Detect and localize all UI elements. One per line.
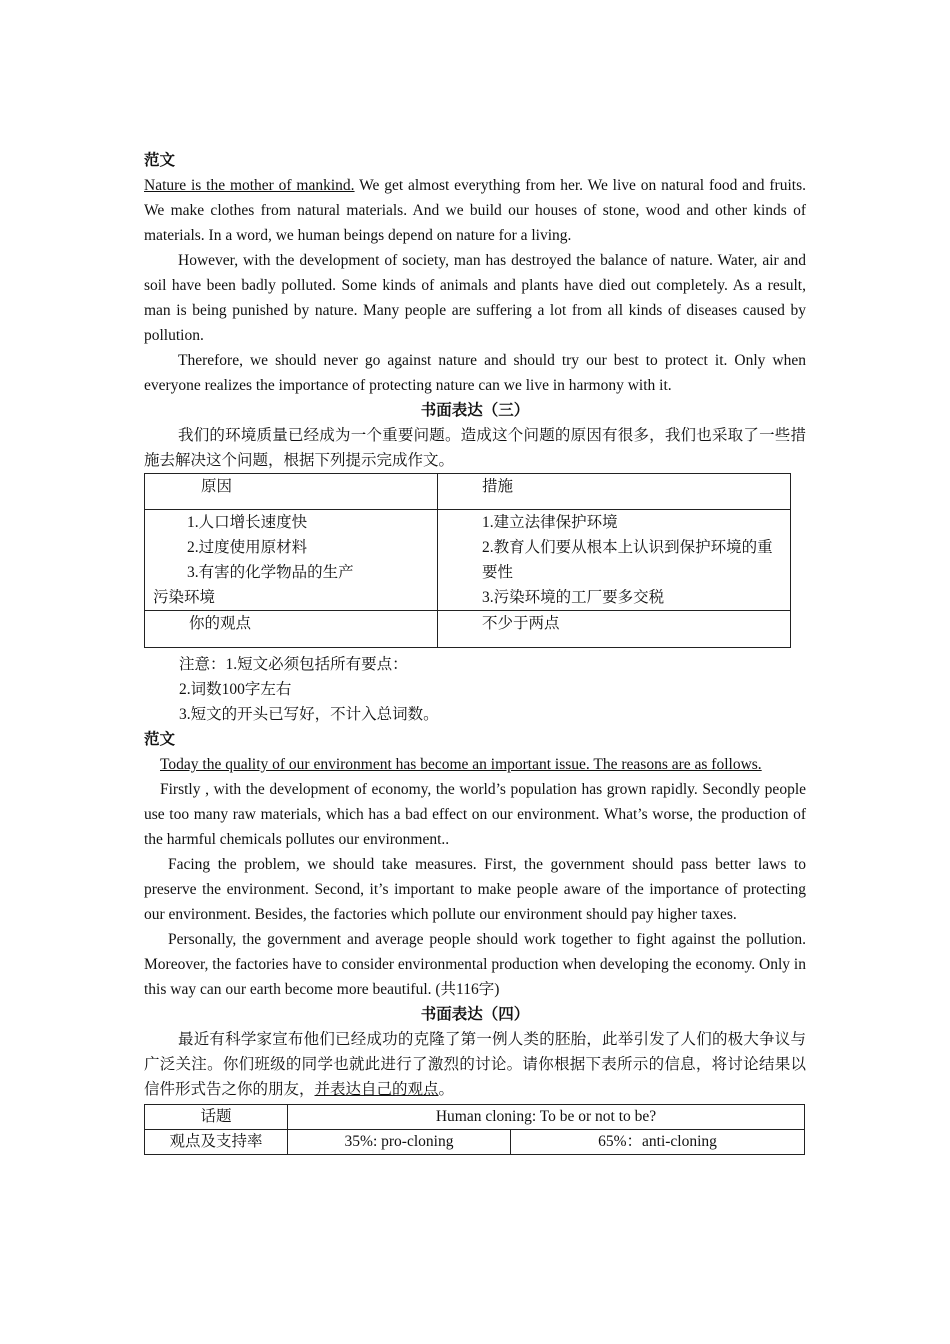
opinion-requirement-cell: 不少于两点 bbox=[438, 611, 791, 648]
task4-table bbox=[144, 1104, 805, 1155]
sample2-label: 范文 bbox=[144, 731, 176, 748]
task3-prompt: 我们的环境质量已经成为一个重要问题。造成这个问题的原因有很多，我们也采取了一些措施去解决这个问题，根据下列提示完成作文。 bbox=[144, 427, 806, 469]
topic-cell: Human cloning: To be or not to be? bbox=[288, 1105, 805, 1130]
sample2-paragraph-4 bbox=[144, 927, 806, 1002]
reason-3-continued: 污染环境 bbox=[153, 589, 216, 606]
measure-1: 1.建立法律保护环境 bbox=[482, 514, 618, 531]
header-measure: 措施 bbox=[438, 474, 791, 510]
pro-cloning-cell: 35%: pro-cloning bbox=[288, 1130, 511, 1155]
sample1-p1-text: We get almost everything from her. We live on natural food and fruits. We make clothes from natural materials. And we build our houses of stone, wood and other kinds of materials. In a word, we human beings depend on nature for a living. bbox=[144, 177, 806, 244]
sample2-underlined-opening: Today the quality of our environment has become an important issue. The reasons are as follows. bbox=[160, 756, 762, 773]
sample2-paragraph-3: Facing the problem, we should take measures. First, the government should pass better laws to preserve the environment. Second, it’s important to make people aware of the importance of protecting our environment. Besides, the factories which pollute our environment should pay higher taxes. bbox=[144, 856, 806, 923]
task3-table bbox=[144, 473, 791, 648]
topic-label-cell: 话题 bbox=[145, 1105, 288, 1130]
sample1-paragraph-2: However, with the development of society, man has destroyed the balance of nature. Water, air and soil have been badly polluted. Some kinds of animals and plants have died out completely. As a result, man is being punished by nature. Many people are suffering a lot from all kinds of diseases caused by pollution. bbox=[144, 252, 806, 344]
reason-3: 3.有害的化学物品的生产 bbox=[187, 564, 354, 581]
sample1-paragraph-1 bbox=[144, 173, 806, 248]
task4-prompt-text: 最近有科学家宣布他们已经成功的克隆了第一例人类的胚胎，此举引发了人们的极大争议与广泛关注。你们班级的同学也就此进行了激烈的讨论。请你根据下表所示的信息，将讨论结果以信件形式告之你的朋友， bbox=[144, 1031, 806, 1098]
sample2-paragraph-1 bbox=[144, 752, 806, 777]
sample2-p4-text: Personally, the government and average people should work together to fight against the pollution. Moreover, the factories have to consider environmental production when developing the economy. Only in this way can our earth become more beautiful. bbox=[144, 931, 806, 998]
sample2-paragraph-2: Firstly , with the development of economy, the world’s population has grown rapidly. Secondly people use too many raw materials, which has a bad effect on our environment. What’s worse, the production of the harmful chemicals pollutes our environment.. bbox=[144, 781, 806, 848]
task4-prompt-underlined: 并表达自己的观点 bbox=[314, 1081, 439, 1098]
task3-notes bbox=[144, 652, 806, 727]
document-page bbox=[144, 148, 806, 1155]
note-3: 3.短文的开头已写好，不计入总词数。 bbox=[179, 706, 439, 723]
reason-1: 1.人口增长速度快 bbox=[187, 514, 308, 531]
task4-prompt bbox=[144, 1027, 806, 1102]
measure-2: 2.教育人们要从根本上认识到保护环境的重要性 bbox=[482, 539, 773, 581]
task3-title: 书面表达（三） bbox=[420, 402, 530, 419]
reason-2: 2.过度使用原材料 bbox=[187, 539, 308, 556]
note-1: 注意：1.短文必须包括所有要点： bbox=[179, 656, 408, 673]
sample1-paragraph-3: Therefore, we should never go against nature and should try our best to protect it. Only when everyone realizes the importance of protecting nature can we live in harmony with it. bbox=[144, 352, 806, 394]
anti-cloning-cell: 65%：anti-cloning bbox=[511, 1130, 805, 1155]
reasons-cell bbox=[145, 510, 438, 611]
measure-3: 3.污染环境的工厂要多交税 bbox=[482, 589, 665, 606]
view-label-cell: 观点及支持率 bbox=[145, 1130, 288, 1155]
measures-cell bbox=[438, 510, 791, 611]
sample2-wordcount: (共116字) bbox=[435, 981, 500, 998]
task4-title: 书面表达（四） bbox=[420, 1006, 530, 1023]
sample1-underlined-sentence: Nature is the mother of mankind. bbox=[144, 177, 355, 194]
opinion-label-cell: 你的观点 bbox=[145, 611, 438, 648]
sample1-label: 范文 bbox=[144, 152, 176, 169]
header-reason: 原因 bbox=[145, 474, 438, 510]
task4-prompt-end: 。 bbox=[438, 1081, 455, 1098]
note-2: 2.词数100字左右 bbox=[179, 681, 292, 698]
